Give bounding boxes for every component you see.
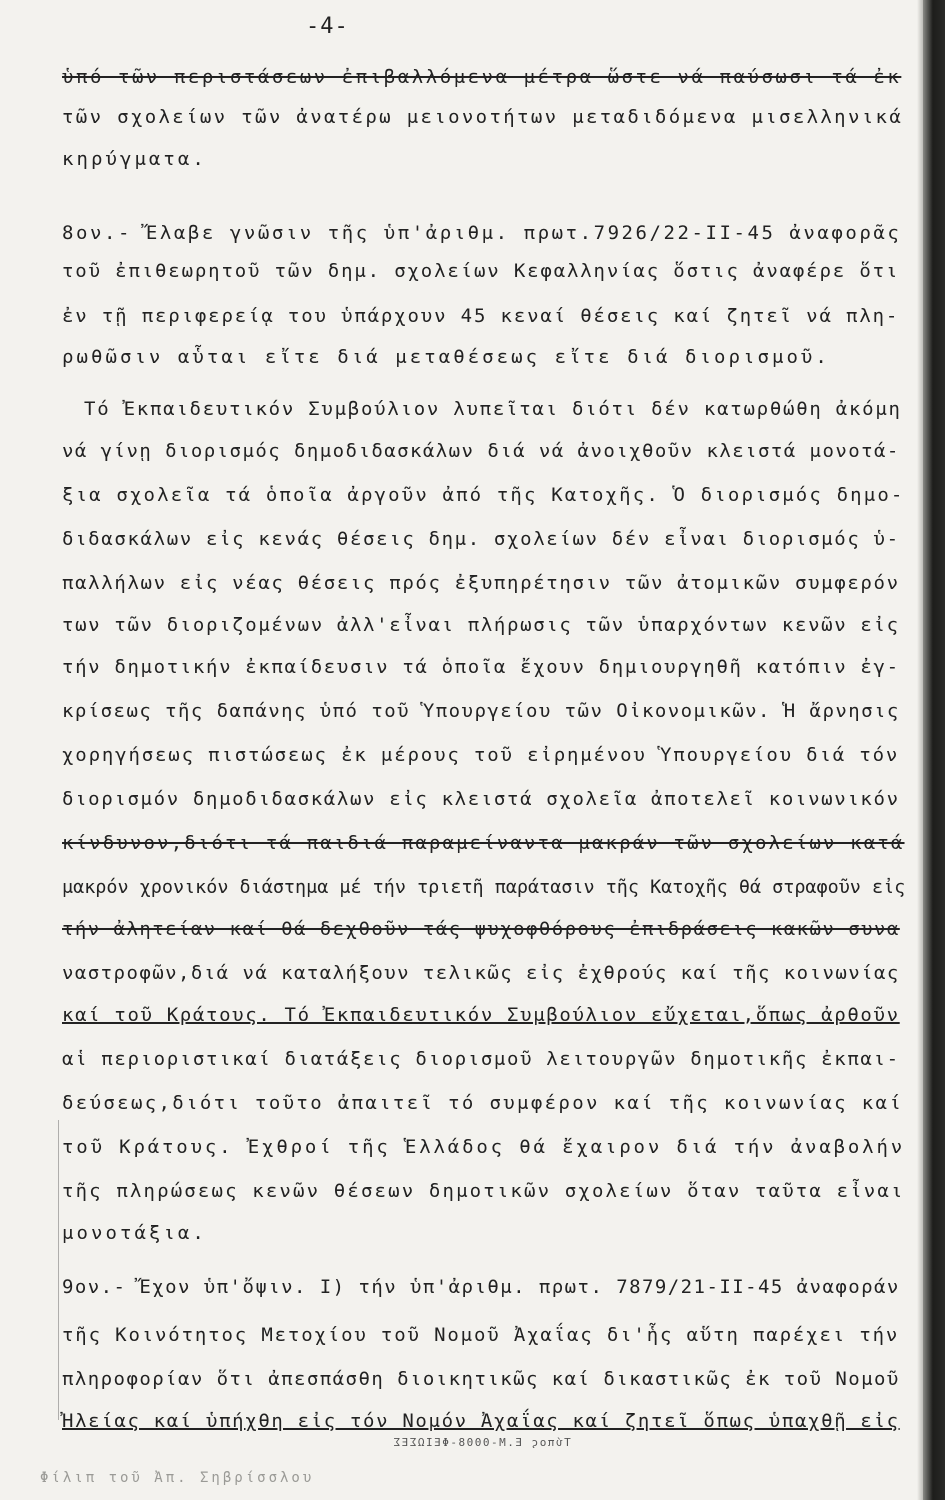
text-line-14: τήν δημοτικήν ἐκπαίδευσιν τά ὁποῖα ἔχουν δημιουργηθῆ κατόπιν ἐγ- xyxy=(62,656,900,678)
text-line-28: 9ον.- Ἔχον ὑπ'ὄψιν. Ι) τήν ὑπ'ἀριθμ. πρωτ. 7879/21-ΙΙ-45 ἀναφοράν xyxy=(62,1276,900,1298)
faint-bleedthrough-text: Φίλιπ τοῦ Ἀπ. Σηβρίσσλου xyxy=(40,1470,315,1486)
text-line-13: των τῶν διοριζομένων ἀλλ'εἶναι πλήρωσις τῶν ὑπαρχόντων κενῶν εἰς xyxy=(62,614,900,636)
text-line-27: μονοτάξια. xyxy=(62,1222,207,1244)
text-line-4: 8ον.- Ἔλαβε γνῶσιν τῆς ὑπ'ἀριθμ. πρωτ.7926/22-ΙΙ-45 ἀναφορᾶς xyxy=(62,222,902,244)
text-line-5: τοῦ ἐπιθεωρητοῦ τῶν δημ. σχολείων Κεφαλληνίας ὅστις ἀναφέρε ὅτι xyxy=(62,260,900,282)
text-line-25: τοῦ Κράτους. Ἐχθροί τῆς Ἑλλάδος θά ἔχαιρον διά τήν ἀναβολήν xyxy=(62,1136,906,1158)
text-line-2: τῶν σχολείων τῶν ἀνατέρω μειονοτήτων μεταδιδόμενα μισελληνικά xyxy=(62,106,904,128)
margin-annotation xyxy=(8,600,26,1220)
text-line-6: ἐν τῇ περιφερείᾳ του ὑπάρχουν 45 κεναί θέσεις καί ζητεῖ νά πλη- xyxy=(62,305,900,327)
page-number: -4- xyxy=(306,14,349,39)
text-line-8: Τό Ἐκπαιδευτικόν Συμβούλιον λυπεῖται διότι δέν κατωρθώθη ἀκόμη xyxy=(84,398,902,420)
text-line-1: ὑπό τῶν περιστάσεων ἐπιβαλλόμενα μέτρα ὥστε νά παύσωσι τά ἐκ xyxy=(62,66,902,88)
text-line-26: τῆς πληρώσεως κενῶν θέσεων δημοτικῶν σχολείων ὅταν ταῦτα εἶναι xyxy=(62,1180,905,1202)
text-line-19: μακρόν χρονικόν διάστημα μέ τήν τριετῆ παράτασιν τῆς Κατοχῆς θά στραφοῦν εἰς xyxy=(62,876,906,898)
margin-rule xyxy=(58,1120,59,1420)
scan-binding-edge xyxy=(923,0,945,1500)
text-line-17: διορισμόν δημοδιδασκάλων εἰς κλειστά σχολεῖα ἀποτελεῖ κοινωνικόν xyxy=(62,788,900,810)
text-line-30: πληροφορίαν ὅτι ἀπεσπάσθη διοικητικῶς καί δικαστικῶς ἐκ τοῦ Νομοῦ xyxy=(62,1368,900,1390)
text-line-21: ναστροφῶν,διά νά καταλήξουν τελικῶς εἰς ἐχθρούς καί τῆς κοινωνίας xyxy=(62,962,900,984)
text-line-3: κηρύγματα. xyxy=(62,148,207,170)
text-line-29: τῆς Κοινότητος Μετοχίου τοῦ Νομοῦ Ἀχαΐας δι'ἧς αὕτη παρέχει τήν xyxy=(62,1324,900,1346)
text-line-7: ρωθῶσιν αὗται εἴτε διά μεταθέσεως εἴτε διά διορισμοῦ. xyxy=(62,346,830,368)
text-line-16: χορηγήσεως πιστώσεως ἐκ μέρους τοῦ εἰρημένου Ὑπουργείου διά τόν xyxy=(62,744,900,766)
text-line-23: αἱ περιοριστικαί διατάξεις διορισμοῦ λειτουργῶν δημοτικῆς ἐκπαι- xyxy=(62,1048,900,1070)
text-line-20: τήν ἀλητείαν καί θά δεχθοῦν τάς ψυχοφθόρους ἐπιδράσεις κακῶν συνα xyxy=(62,918,900,940)
text-line-12: παλλήλων εἰς νέας θέσεις πρός ἐξυπηρέτησιν τῶν ἀτομικῶν συμφερόν xyxy=(62,572,900,594)
text-line-18: κίνδυνον,διότι τά παιδιά παραμείναντα μακράν τῶν σχολείων κατά xyxy=(62,832,905,854)
text-line-11: διδασκάλων εἰς κενάς θέσεις δημ. σχολείων δέν εἶναι διορισμός ὑ- xyxy=(62,528,900,550)
text-line-22: καί τοῦ Κράτους. Τό Ἐκπαιδευτικόν Συμβούλιον εὔχεται,ὅπως ἀρθοῦν xyxy=(62,1004,900,1026)
text-line-10: ξια σχολεῖα τά ὁποῖα ἀργοῦν ἀπό τῆς Κατοχῆς. Ὁ διορισμός δημο- xyxy=(62,484,905,506)
text-line-31: Ἠλείας καί ὑπήχθη εἰς τόν Νομόν Ἀχαΐας καί ζητεῖ ὅπως ὑπαχθῇ εἰς xyxy=(62,1410,900,1432)
text-line-9: νά γίνῃ διορισμός δημοδιδασκάλων διά νά ἀνοιχθοῦν κλειστά μονοτά- xyxy=(62,440,900,462)
form-stamp: Τύπος Ε.Μ-0008-ΦΕΙΩΣΕΣ xyxy=(392,1436,571,1449)
text-line-24: δεύσεως,διότι τοῦτο ἀπαιτεῖ τό συμφέρον καί τῆς κοινωνίας καί xyxy=(62,1092,904,1114)
text-line-15: κρίσεως τῆς δαπάνης ὑπό τοῦ Ὑπουργείου τῶν Οἰκονομικῶν. Ἡ ἄρνησις xyxy=(62,700,900,722)
